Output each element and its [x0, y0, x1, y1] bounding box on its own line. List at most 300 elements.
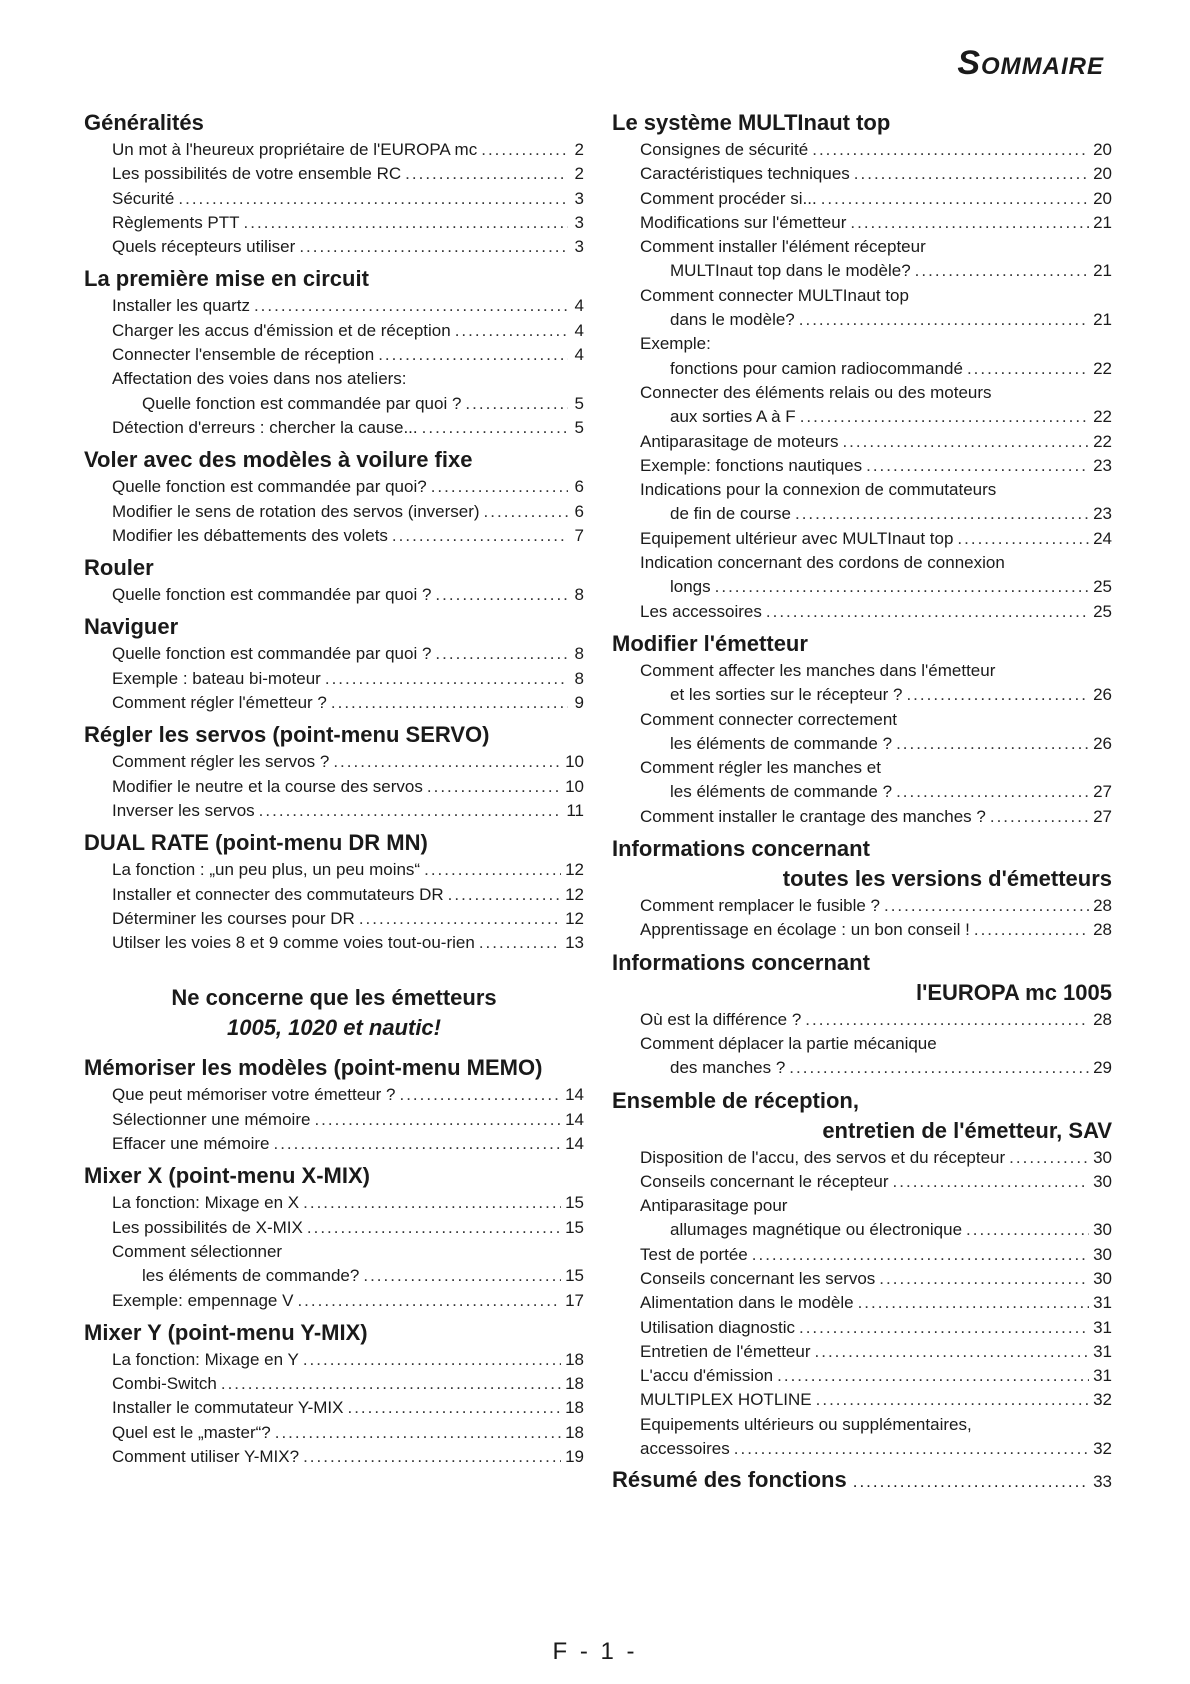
toc-entry-label: accessoires — [640, 1439, 730, 1459]
dot-leader — [259, 799, 563, 823]
section-title — [612, 629, 1112, 659]
summary-entry — [612, 1467, 1112, 1493]
notice-line2: 1005, 1020 et nautic! — [226, 1015, 441, 1041]
toc-entry-label: Apprentissage en écolage : un bon conseil ! — [640, 920, 970, 940]
toc-entry-label: Indications pour la connexion de commutateurs — [640, 480, 997, 500]
toc-entry-page: 3 — [574, 212, 584, 232]
dot-leader — [424, 858, 561, 882]
toc-entry — [612, 1388, 1112, 1412]
toc-entry-page: 20 — [1093, 140, 1112, 159]
section-title-text: Généralités — [84, 110, 204, 135]
toc-entry — [612, 1340, 1112, 1364]
dot-leader — [799, 308, 1089, 332]
toc-entry-label: Modifier le sens de rotation des servos (inverser) — [112, 501, 480, 521]
dot-leader — [325, 667, 568, 691]
toc-entry-page: 31 — [1093, 1317, 1112, 1337]
toc-entry — [84, 931, 584, 955]
section-title — [612, 948, 1112, 1008]
dot-leader — [427, 775, 561, 799]
toc-section — [84, 1318, 584, 1469]
toc-section — [84, 828, 584, 955]
dot-leader — [821, 187, 1089, 211]
toc-entry-page: 31 — [1093, 1293, 1112, 1313]
toc-entry-page: 15 — [565, 1266, 584, 1286]
toc-entry-label: Modifications sur l'émetteur — [640, 212, 847, 232]
toc-section — [612, 834, 1112, 943]
toc-entry-label: Détection d'erreurs : chercher la cause... — [112, 417, 418, 437]
toc-entry — [84, 138, 584, 162]
dot-leader — [275, 1421, 561, 1445]
toc-entry-page: 7 — [574, 525, 584, 545]
toc-entry-label: La fonction : „un peu plus, un peu moins“ — [112, 860, 421, 880]
toc-entry-page: 8 — [574, 585, 584, 605]
toc-entry-page: 30 — [1093, 1220, 1112, 1240]
dot-leader — [966, 1218, 1089, 1242]
dot-leader — [435, 583, 568, 607]
toc-entry-label: MULTIPLEX HOTLINE — [640, 1390, 812, 1410]
dot-leader — [422, 416, 568, 440]
toc-section — [612, 1086, 1112, 1462]
section-title-text: Régler les servos (point-menu SERVO) — [84, 722, 490, 748]
toc-entry — [612, 308, 1112, 332]
toc-section — [84, 1161, 584, 1312]
toc-entry-label: Où est la différence ? — [640, 1009, 802, 1029]
toc-entry — [612, 732, 1112, 756]
toc-entry-page: 26 — [1093, 685, 1112, 705]
toc-section — [84, 612, 584, 715]
toc-entry-page: 5 — [574, 393, 584, 413]
left-column — [84, 104, 584, 1474]
section-title — [84, 828, 584, 858]
toc-entry-label: Comment remplacer le fusible ? — [640, 896, 880, 916]
toc-entry-label: Equipement ultérieur avec MULTInaut top — [640, 528, 954, 548]
toc-entry-label: Exemple : bateau bi-moteur — [112, 668, 321, 688]
dot-leader — [879, 1267, 1089, 1291]
toc-entry — [612, 575, 1112, 599]
dot-leader — [752, 1243, 1089, 1267]
toc-entry-page: 24 — [1093, 528, 1112, 548]
toc-entry-page: 23 — [1093, 455, 1112, 475]
toc-section — [84, 553, 584, 607]
toc-entry — [84, 500, 584, 524]
toc-entry-label: Les possibilités de votre ensemble RC — [112, 164, 402, 184]
toc-entry-page: 3 — [574, 237, 584, 257]
toc-entry-label: Comment affecter les manches dans l'émetteur — [640, 660, 996, 680]
toc-entry — [84, 858, 584, 882]
toc-section — [612, 108, 1112, 624]
dot-leader — [795, 502, 1089, 526]
toc-entry — [84, 1289, 584, 1313]
section-title-text: Mixer X (point-menu X-MIX) — [84, 1163, 370, 1189]
toc-entry — [84, 642, 584, 666]
toc-entry-page: 30 — [1093, 1171, 1112, 1191]
dot-leader — [805, 1008, 1089, 1032]
toc-entry-page: 14 — [565, 1134, 584, 1154]
toc-entry-page: 30 — [1093, 1268, 1112, 1288]
toc-entry-label: Comment régler les manches et — [640, 758, 881, 778]
toc-entry-label: des manches ? — [670, 1058, 786, 1078]
toc-entry-page: 21 — [1093, 212, 1112, 232]
dot-leader — [800, 405, 1089, 429]
dot-leader — [481, 138, 568, 162]
toc-entry-label: Utilisation diagnostic — [640, 1317, 795, 1337]
toc-entry-label: Affectation des voies dans nos ateliers: — [112, 369, 407, 389]
dot-leader — [254, 294, 568, 318]
toc-section — [84, 264, 584, 440]
section-title-line2: toutes les versions d'émetteurs — [782, 866, 1112, 892]
toc-entry — [612, 187, 1112, 211]
toc-entry — [612, 502, 1112, 526]
toc-entry-label: Installer et connecter des commutateurs DR — [112, 884, 444, 904]
toc-entry — [612, 659, 1112, 683]
dot-leader — [893, 1170, 1090, 1194]
toc-entry-label: Les possibilités de X-MIX — [112, 1217, 303, 1237]
dot-leader — [314, 1108, 561, 1132]
toc-entry — [612, 332, 1112, 356]
toc-entry-page: 9 — [574, 693, 584, 713]
dot-leader — [479, 931, 561, 955]
toc-entry-label: Comment procéder si... — [640, 188, 817, 208]
toc-entry-label: Exemple: fonctions nautiques — [640, 455, 863, 475]
toc-entry — [84, 343, 584, 367]
section-title-text: Modifier l'émetteur — [612, 630, 808, 656]
section-title-text: DUAL RATE (point-menu DR MN) — [84, 830, 428, 856]
dot-leader — [331, 691, 568, 715]
toc-section — [84, 108, 584, 259]
toc-entry-page: 27 — [1093, 782, 1112, 802]
toc-entry-label: Comment régler l'émetteur ? — [112, 693, 327, 713]
dot-leader — [812, 138, 1089, 162]
toc-entry-label: de fin de course — [670, 504, 791, 524]
dot-leader — [307, 1216, 561, 1240]
dot-leader — [734, 1437, 1089, 1461]
toc-entry-page: 5 — [574, 417, 584, 437]
toc-entry — [84, 775, 584, 799]
dot-leader — [455, 319, 568, 343]
toc-entry-label: Quels récepteurs utiliser — [112, 237, 296, 257]
toc-entry-page: 30 — [1093, 1147, 1112, 1167]
section-title — [84, 1318, 584, 1348]
dot-leader — [1009, 1146, 1089, 1170]
toc-entry-label: Comment connecter correctement — [640, 709, 897, 729]
section-title-text: Informations concernant — [612, 949, 870, 975]
toc-entry-label: Comment installer l'élément récepteur — [640, 237, 926, 257]
toc-section — [84, 445, 584, 548]
toc-entry-label: fonctions pour camion radiocommandé — [670, 358, 963, 378]
toc-entry-page: 8 — [574, 644, 584, 664]
toc-entry — [612, 235, 1112, 259]
toc-entry-label: Comment régler les servos ? — [112, 752, 330, 772]
toc-entry-page: 10 — [565, 776, 584, 796]
toc-entry-label: et les sorties sur le récepteur ? — [670, 685, 903, 705]
toc-entry — [612, 756, 1112, 780]
toc-entry — [612, 381, 1112, 405]
dot-leader — [178, 187, 568, 211]
toc-entry — [84, 1132, 584, 1156]
toc-entry — [84, 1108, 584, 1132]
toc-entry-page: 15 — [565, 1217, 584, 1237]
toc-entry-label: Caractéristiques techniques — [640, 164, 850, 184]
toc-entry-label: les éléments de commande ? — [670, 733, 893, 753]
toc-entry-page: 2 — [574, 164, 584, 184]
dot-leader — [359, 907, 561, 931]
toc-entry-page: 31 — [1093, 1366, 1112, 1386]
section-title-line2: entretien de l'émetteur, SAV — [822, 1117, 1112, 1143]
toc-entry-label: Installer le commutateur Y-MIX — [112, 1398, 344, 1418]
toc-entry-label: Exemple: — [640, 334, 711, 354]
toc-entry — [612, 918, 1112, 942]
section-title-text: Mémoriser les modèles (point-menu MEMO) — [84, 1055, 543, 1081]
dot-leader — [303, 1191, 561, 1215]
dot-leader — [990, 805, 1089, 829]
toc-entry — [612, 211, 1112, 235]
toc-entry — [84, 1216, 584, 1240]
toc-entry-page: 28 — [1093, 1009, 1112, 1029]
toc-entry — [84, 367, 584, 391]
toc-entry-page: 29 — [1093, 1058, 1112, 1078]
toc-entry-page: 22 — [1093, 407, 1112, 427]
toc-entry-label: Sélectionner une mémoire — [112, 1109, 311, 1129]
toc-entry-label: Modifier le neutre et la course des servos — [112, 776, 423, 796]
toc-entry-label: les éléments de commande ? — [670, 782, 893, 802]
dot-leader — [866, 454, 1089, 478]
toc-entry-page: 17 — [565, 1290, 584, 1310]
toc-entry-page: 22 — [1093, 358, 1112, 378]
toc-entry-page: 14 — [565, 1109, 584, 1129]
notice-block — [84, 983, 584, 1043]
section-title — [84, 1161, 584, 1191]
dot-leader — [789, 1056, 1089, 1080]
toc-entry-label: aux sorties A à F — [670, 407, 796, 427]
section-title-text: Ensemble de réception, — [612, 1087, 859, 1113]
toc-entry — [612, 405, 1112, 429]
toc-entry — [612, 600, 1112, 624]
toc-entry-page: 3 — [574, 188, 584, 208]
toc-entry-label: Quelle fonction est commandée par quoi ? — [142, 393, 462, 413]
dot-leader — [815, 1340, 1090, 1364]
toc-entry-page: 21 — [1093, 261, 1112, 281]
toc-entry-page: 18 — [565, 1349, 584, 1369]
toc-entry — [612, 527, 1112, 551]
toc-entry-page: 6 — [574, 501, 584, 521]
dot-leader — [303, 1445, 561, 1469]
toc-entry-page: 28 — [1093, 920, 1112, 940]
toc-entry — [612, 1291, 1112, 1315]
toc-entry-label: Connecter l'ensemble de réception — [112, 345, 375, 365]
dot-leader — [906, 683, 1089, 707]
toc-entry-page: 4 — [574, 296, 584, 316]
toc-entry — [84, 750, 584, 774]
toc-section — [84, 1053, 584, 1156]
toc-entry — [612, 138, 1112, 162]
toc-entry — [84, 1445, 584, 1469]
dot-leader — [347, 1396, 561, 1420]
toc-entry — [84, 211, 584, 235]
section-title — [84, 720, 584, 750]
toc-entry-label: Equipements ultérieurs ou supplémentaires, — [640, 1414, 972, 1434]
toc-entry-label: L'accu d'émission — [640, 1366, 774, 1386]
toc-entry — [84, 1083, 584, 1107]
toc-entry — [612, 259, 1112, 283]
toc-entry-page: 2 — [574, 140, 584, 159]
toc-entry-label: Test de portée — [640, 1244, 748, 1264]
section-title — [84, 264, 584, 294]
toc-entry — [612, 708, 1112, 732]
toc-entry-label: Déterminer les courses pour DR — [112, 908, 355, 928]
toc-entry-page: 20 — [1093, 164, 1112, 184]
section-title-text: Informations concernant — [612, 836, 870, 862]
toc-entry-page: 14 — [565, 1085, 584, 1105]
toc-entry-label: Disposition de l'accu, des servos et du récepteur — [640, 1147, 1006, 1167]
toc-entry-label: Installer les quartz — [112, 296, 250, 316]
toc-entry — [612, 1316, 1112, 1340]
toc-entry-label: Entretien de l'émetteur — [640, 1341, 811, 1361]
toc-entry — [84, 1421, 584, 1445]
dot-leader — [299, 235, 568, 259]
toc-entry-page: 6 — [574, 477, 584, 497]
toc-entry-label: dans le modèle? — [670, 310, 795, 330]
toc-entry-label: Un mot à l'heureux propriétaire de l'EUROPA mc — [112, 140, 478, 159]
toc-entry — [612, 683, 1112, 707]
toc-entry-page: 32 — [1093, 1390, 1112, 1410]
toc-entry-label: La fonction: Mixage en Y — [112, 1349, 299, 1369]
toc-entry-page: 18 — [565, 1398, 584, 1418]
dot-leader — [854, 162, 1089, 186]
toc-entry-label: MULTInaut top dans le modèle? — [670, 261, 911, 281]
toc-entry-page: 12 — [565, 908, 584, 928]
toc-entry — [84, 907, 584, 931]
toc-entry — [84, 416, 584, 440]
toc-entry-page: 18 — [565, 1374, 584, 1394]
toc-entry-page: 25 — [1093, 577, 1112, 597]
right-column — [612, 104, 1112, 1493]
dot-leader — [221, 1372, 561, 1396]
toc-entry-label: Les accessoires — [640, 601, 762, 621]
toc-entry-label: Combi-Switch — [112, 1374, 217, 1394]
dot-leader — [915, 259, 1089, 283]
toc-entry-label: Sécurité — [112, 188, 175, 208]
section-title-text: Mixer Y (point-menu Y-MIX) — [84, 1319, 368, 1345]
dot-leader — [858, 1291, 1090, 1315]
toc-section — [84, 720, 584, 823]
dot-leader — [799, 1316, 1089, 1340]
toc-entry — [84, 162, 584, 186]
toc-entry-label: Connecter des éléments relais ou des moteurs — [640, 382, 992, 402]
toc-entry — [612, 1056, 1112, 1080]
dot-leader — [405, 162, 568, 186]
dot-leader — [392, 524, 568, 548]
toc-entry — [612, 1243, 1112, 1267]
section-title — [612, 108, 1112, 138]
dot-leader — [842, 430, 1089, 454]
dot-leader — [378, 343, 568, 367]
toc-entry — [612, 1194, 1112, 1218]
toc-entry — [612, 1170, 1112, 1194]
toc-entry-page: 30 — [1093, 1244, 1112, 1264]
section-title — [612, 1086, 1112, 1146]
toc-entry-label: Règlements PTT — [112, 212, 240, 232]
toc-entry-page: 15 — [565, 1193, 584, 1213]
toc-entry — [612, 894, 1112, 918]
toc-entry — [612, 1008, 1112, 1032]
section-title-text: Le système MULTInaut top — [612, 110, 891, 135]
toc-entry — [84, 235, 584, 259]
toc-entry-label: longs — [670, 577, 711, 597]
dot-leader — [777, 1364, 1089, 1388]
toc-entry-label: Comment connecter MULTInaut top — [640, 285, 909, 305]
toc-entry-label: Que peut mémoriser votre émetteur ? — [112, 1085, 396, 1105]
dot-leader — [273, 1132, 561, 1156]
toc-entry-page: 22 — [1093, 431, 1112, 451]
dot-leader — [850, 211, 1089, 235]
toc-entry — [84, 319, 584, 343]
toc-entry-page: 21 — [1093, 310, 1112, 330]
toc-entry — [612, 1364, 1112, 1388]
page-title: Sommaire — [957, 44, 1104, 82]
toc-entry — [84, 524, 584, 548]
dot-leader — [816, 1388, 1089, 1412]
toc-entry — [84, 187, 584, 211]
toc-entry — [612, 1218, 1112, 1242]
dot-leader — [853, 1472, 1087, 1492]
dot-leader — [884, 894, 1089, 918]
toc-entry — [84, 1372, 584, 1396]
section-title-text: Naviguer — [84, 614, 179, 640]
toc-entry-page: 26 — [1093, 733, 1112, 753]
toc-entry — [612, 551, 1112, 575]
toc-entry — [612, 430, 1112, 454]
toc-entry-page: 27 — [1093, 806, 1112, 826]
dot-leader — [957, 527, 1089, 551]
toc-entry-label: Effacer une mémoire — [112, 1134, 270, 1154]
toc-entry — [612, 284, 1112, 308]
toc-entry — [84, 294, 584, 318]
toc-entry-page: 23 — [1093, 504, 1112, 524]
toc-entry-label: Alimentation dans le modèle — [640, 1293, 854, 1313]
toc-entry — [612, 805, 1112, 829]
toc-entry — [84, 667, 584, 691]
toc-entry — [84, 1396, 584, 1420]
toc-entry-label: Antiparasitage de moteurs — [640, 431, 839, 451]
toc-entry-label: Comment déplacer la partie mécanique — [640, 1033, 937, 1053]
toc-entry — [84, 392, 584, 416]
toc-entry-label: Comment sélectionner — [112, 1241, 283, 1261]
section-title — [84, 445, 584, 475]
toc-entry-label: Quel est le „master“? — [112, 1422, 271, 1442]
toc-entry — [84, 1264, 584, 1288]
section-title — [612, 834, 1112, 894]
dot-leader — [766, 600, 1089, 624]
toc-entry-page: 12 — [565, 860, 584, 880]
toc-entry-page: 32 — [1093, 1439, 1112, 1459]
toc-entry-page: 19 — [565, 1446, 584, 1466]
section-title-text: La première mise en circuit — [84, 266, 369, 292]
dot-leader — [448, 883, 561, 907]
toc-entry-label: Charger les accus d'émission et de réception — [112, 320, 451, 340]
toc-entry-page: 25 — [1093, 601, 1112, 621]
toc-entry-label: Antiparasitage pour — [640, 1196, 788, 1216]
toc-entry — [84, 691, 584, 715]
toc-entry — [612, 1267, 1112, 1291]
dot-leader — [297, 1289, 561, 1313]
toc-entry-page: 18 — [565, 1422, 584, 1442]
dot-leader — [363, 1264, 561, 1288]
dot-leader — [896, 732, 1089, 756]
toc-entry-label: Indication concernant des cordons de connexion — [640, 553, 1005, 573]
dot-leader — [244, 211, 568, 235]
toc-section — [612, 948, 1112, 1081]
toc-entry-label: allumages magnétique ou électronique — [670, 1220, 963, 1240]
